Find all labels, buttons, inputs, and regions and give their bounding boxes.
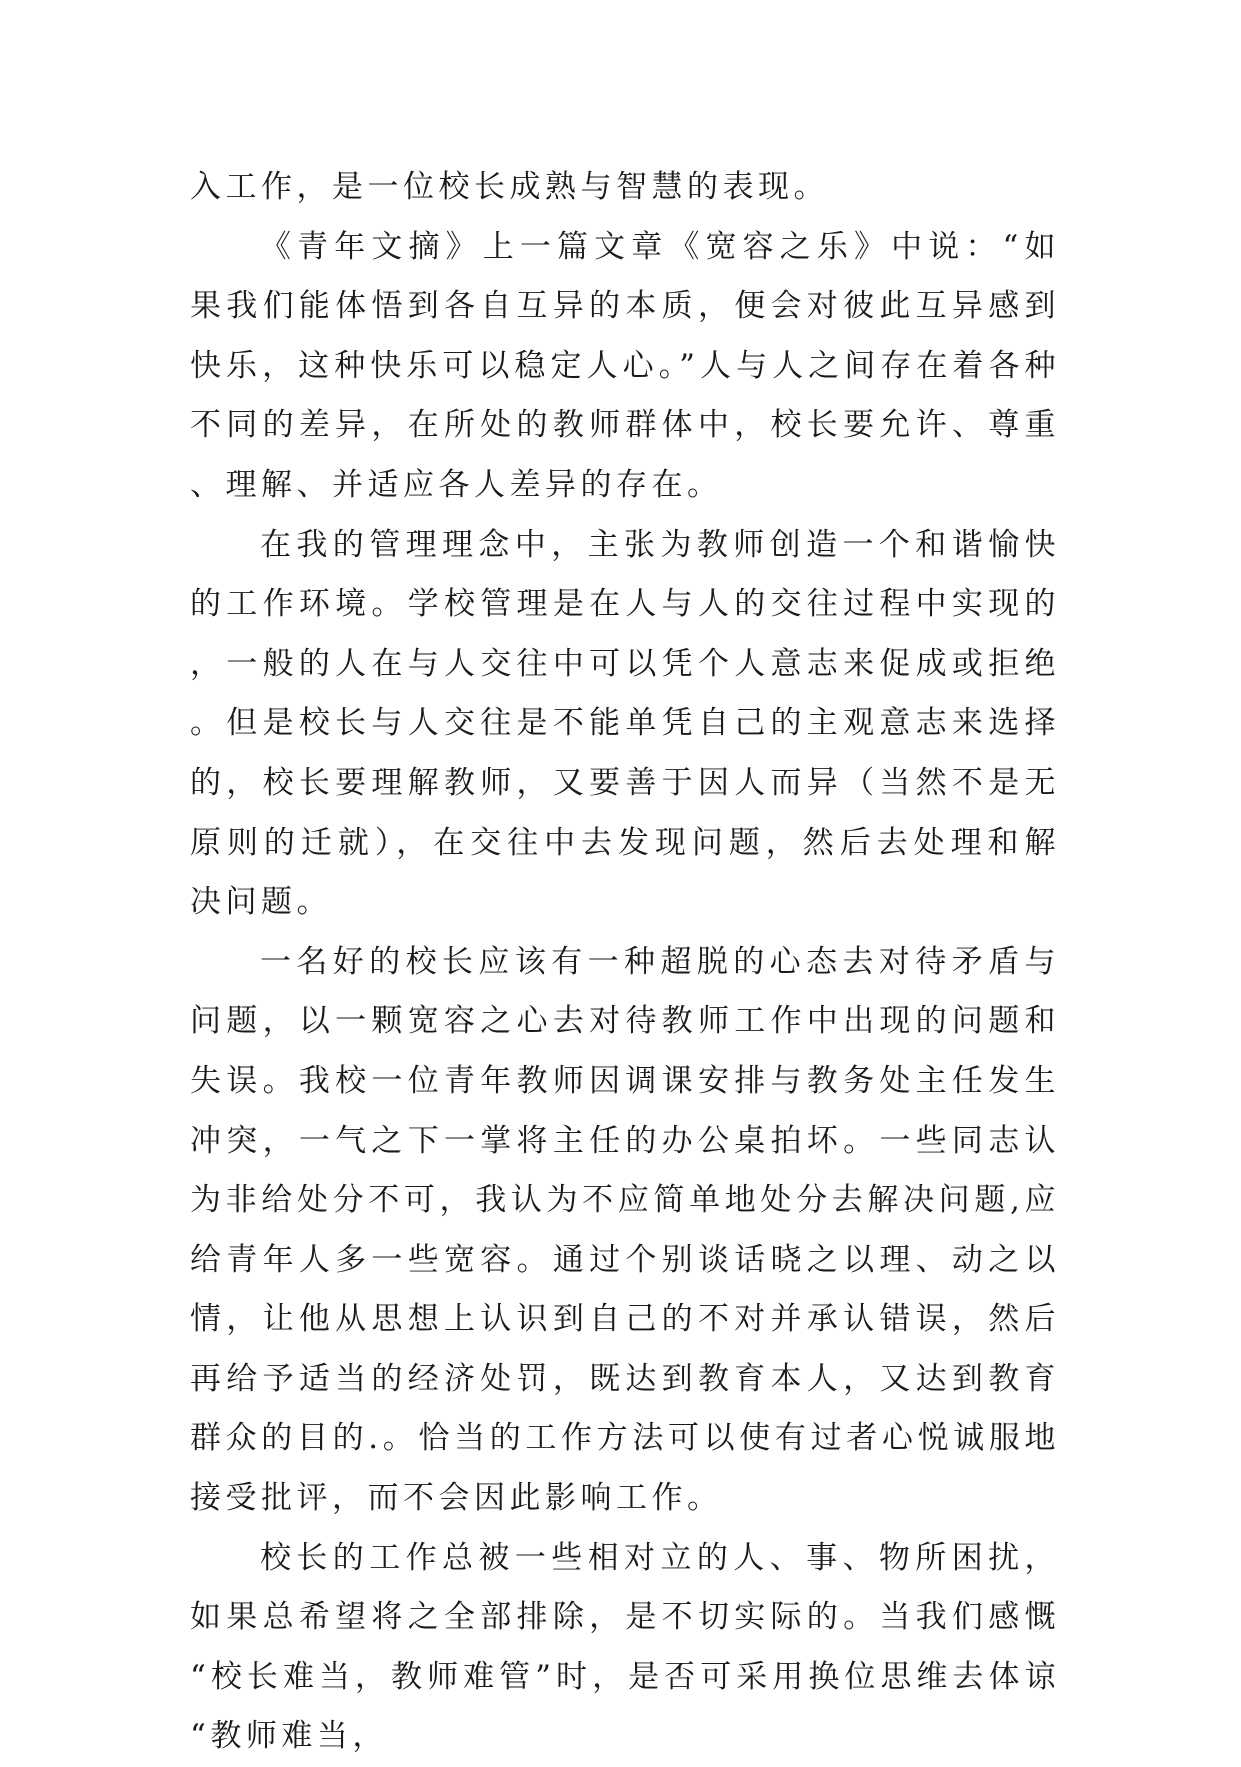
paragraph-principal-work: 校长的工作总被一些相对立的人、事、物所困扰，如果总希望将之全部排除，是不切实际的。当我们感慨“校长难当，教师难管”时，是否可采用换位思维去体谅“教师难当， bbox=[190, 1539, 1060, 1755]
paragraph-quote-tolerance: 《青年文摘》上一篇文章《宽容之乐》中说：“如果我们能体悟到各自互异的本质，便会对彼此互异感到快乐，这种快乐可以稳定人心。”人与人之间存在着各种不同的差异，在所处的教师群体中，校长要允许、尊重、理解、并适应各人差异的存在。 bbox=[190, 228, 1060, 503]
paragraph-good-principal: 一名好的校长应该有一种超脱的心态去对待矛盾与问题，以一颗宽容之心去对待教师工作中出现的问题和失误。我校一位青年教师因调课安排与教务处主任发生冲突，一气之下一掌将主任的办公桌拍坏。一些同志认为非给处分不可，我认为不应简单地处分去解决问题,应给青年人多一些宽容。通过个别谈话晓之以理、动之以情，让他从思想上认识到自己的不对并承认错误，然后再给予适当的经济处罚，既达到教育本人，又达到教育群众的目的.。恰当的工作方法可以使有过者心悦诚服地接受批评，而不会因此影响工作。 bbox=[190, 943, 1060, 1517]
paragraph-continuation: 入工作，是一位校长成熟与智慧的表现。 bbox=[190, 169, 829, 205]
document-body bbox=[190, 158, 1060, 1767]
paragraph-management-philosophy: 在我的管理理念中，主张为教师创造一个和谐愉快的工作环境。学校管理是在人与人的交往过程中实现的，一般的人在与人交往中可以凭个人意志来促成或拒绝。但是校长与人交往是不能单凭自己的主观意志来选择的，校长要理解教师，又要善于因人而异（当然不是无原则的迁就），在交往中去发现问题，然后去处理和解决问题。 bbox=[190, 526, 1060, 921]
